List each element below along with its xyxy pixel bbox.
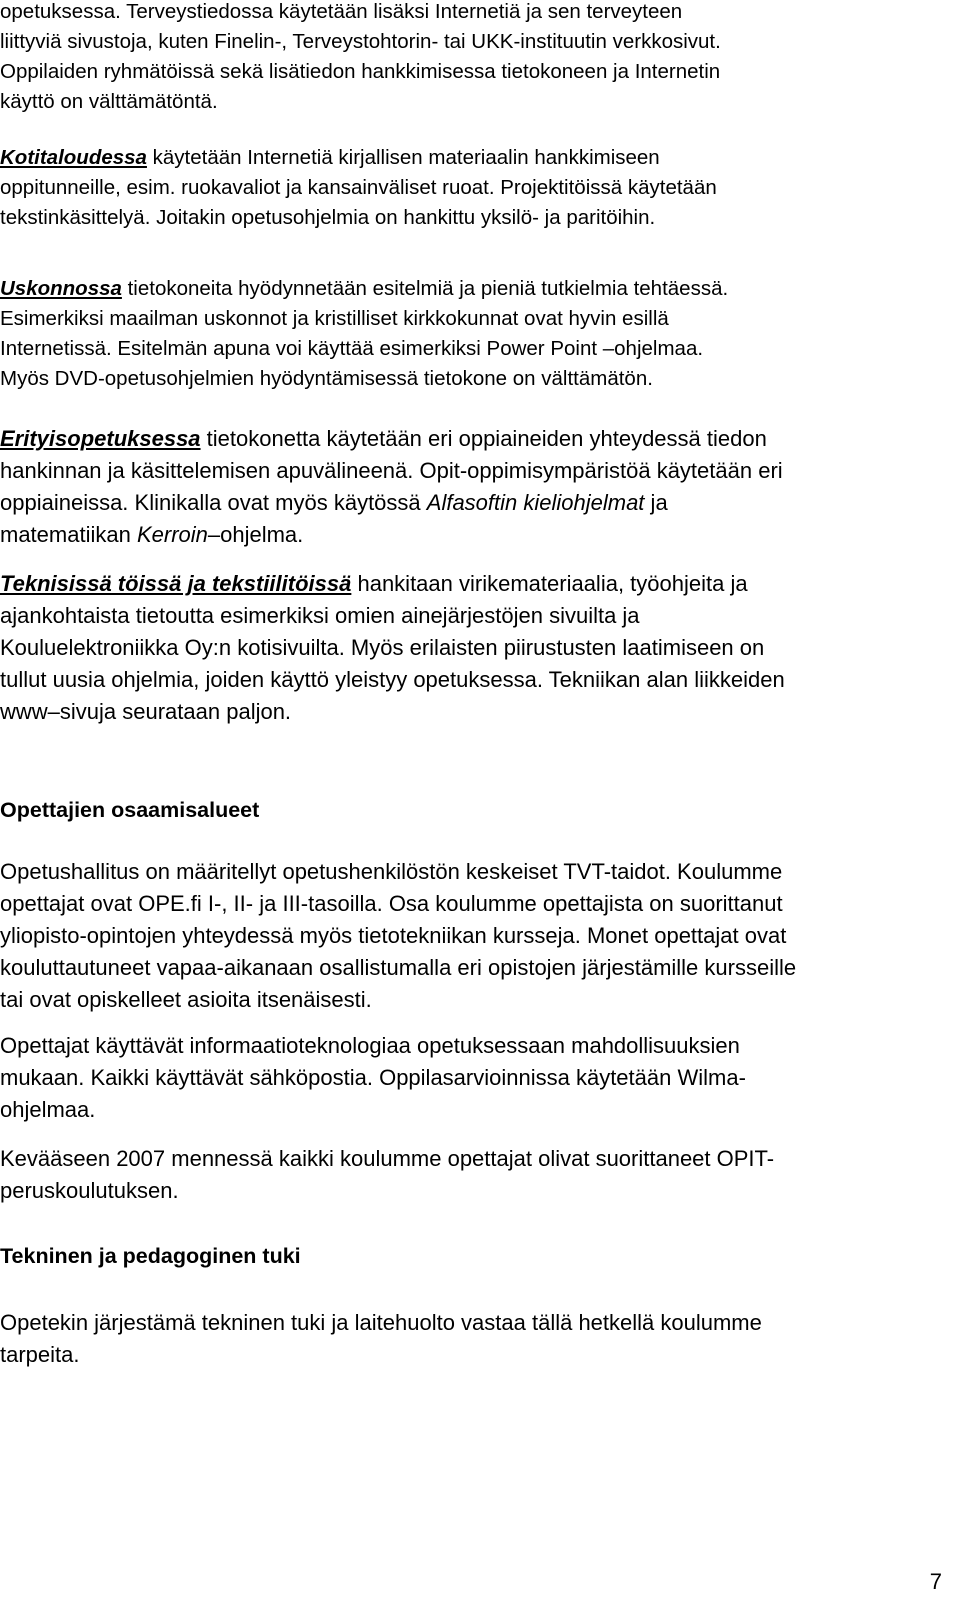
paragraph-special-education	[0, 423, 783, 551]
paragraph-health-education	[0, 0, 721, 117]
text-line	[0, 487, 783, 519]
text-line: tullut uusia ohjelmia, joiden käyttö yleistyy opetuksessa. Tekniikan alan liikkeiden	[0, 667, 785, 692]
text-line	[0, 423, 783, 455]
section-heading-support: Tekninen ja pedagoginen tuki	[0, 1244, 301, 1268]
text-line: Opetekin järjestämä tekninen tuki ja laitehuolto vastaa tällä hetkellä koulumme	[0, 1310, 762, 1335]
text-line: Oppilaiden ryhmätöissä sekä lisätiedon hankkimisessa tietokoneen ja Internetin	[0, 60, 721, 83]
paragraph-home-economics	[0, 143, 717, 233]
subject-label: Erityisopetuksessa	[0, 426, 201, 451]
text-span: käytetään Internetiä kirjallisen materiaalin hankkimiseen	[146, 146, 660, 169]
text-line: Myös DVD-opetusohjelmien hyödyntämisessä tietokone on välttämätön.	[0, 367, 653, 390]
text-line: tekstinkäsittelyä. Joitakin opetusohjelmia on hankittu yksilö- ja paritöihin.	[0, 206, 656, 229]
page-number: 7	[929, 1569, 942, 1594]
text-span: oppiaineissa. Klinikalla ovat myös käytössä	[0, 490, 427, 515]
text-line	[0, 519, 783, 551]
text-line: yliopisto-opintojen yhteydessä myös tietotekniikan kursseja. Monet opettajat ovat	[0, 923, 787, 948]
text-line: mukaan. Kaikki käyttävät sähköpostia. Oppilasarvioinnissa käytetään Wilma-	[0, 1065, 746, 1090]
text-line: opettajat ovat OPE.fi I-, II- ja III-tasoilla. Osa koulumme opettajista on suorittanut	[0, 891, 783, 916]
section-heading-teacher-skills: Opettajien osaamisalueet	[0, 798, 260, 822]
text-line: tai ovat opiskelleet asioita itsenäisesti.	[0, 987, 372, 1012]
subject-label: Kotitaloudessa	[0, 146, 147, 169]
text-line: Kouluelektroniikka Oy:n kotisivuilta. Myös erilaisten piirustusten laatimiseen on	[0, 635, 765, 660]
text-line: käyttö on välttämätöntä.	[0, 90, 218, 113]
text-line: Esimerkiksi maailman uskonnot ja kristilliset kirkkokunnat ovat hyvin esillä	[0, 307, 669, 330]
text-line: Opettajat käyttävät informaatioteknologiaa opetuksessaan mahdollisuuksien	[0, 1033, 740, 1058]
text-line: hankinnan ja käsittelemisen apuvälineenä. Opit-oppimisympäristöä käytetään eri	[0, 458, 783, 483]
text-line: ohjelmaa.	[0, 1097, 96, 1122]
text-span: hankitaan virikemateriaalia, työohjeita ja	[351, 571, 748, 596]
text-line	[0, 274, 728, 304]
paragraph-technical-work	[0, 568, 785, 728]
subject-label: Teknisissä töissä ja tekstiilitöissä	[0, 571, 352, 596]
text-line: liittyviä sivustoja, kuten Finelin-, Terveystohtorin- tai UKK-instituutin verkkosivut.	[0, 30, 721, 53]
text-line: oppitunneille, esim. ruokavaliot ja kansainväliset ruoat. Projektitöissä käytetään	[0, 176, 717, 199]
text-line	[0, 568, 785, 600]
text-line: Opetushallitus on määritellyt opetushenkilöstön keskeiset TVT-taidot. Koulumme	[0, 859, 783, 884]
text-line: ajankohtaista tietoutta esimerkiksi omien ainejärjestöjen sivuilta ja	[0, 603, 640, 628]
text-line: tarpeita.	[0, 1342, 80, 1367]
text-line: opetuksessa. Terveystiedossa käytetään lisäksi Internetiä ja sen terveyteen	[0, 0, 683, 23]
software-name: Alfasoftin kieliohjelmat	[426, 490, 645, 515]
text-line: peruskoulutuksen.	[0, 1178, 179, 1203]
text-line: www–sivuja seurataan paljon.	[0, 699, 292, 724]
software-name: Kerroin	[136, 522, 208, 547]
subject-label: Uskonnossa	[0, 277, 122, 300]
text-span: ja	[644, 490, 668, 515]
text-line: Internetissä. Esitelmän apuna voi käyttää esimerkiksi Power Point –ohjelmaa.	[0, 337, 704, 360]
paragraph-teacher-skills	[0, 856, 796, 1016]
paragraph-it-usage	[0, 1030, 746, 1126]
text-span: tietokoneita hyödynnetään esitelmiä ja pieniä tutkielmia tehtäessä.	[121, 277, 729, 300]
text-line: Kevääseen 2007 mennessä kaikki koulumme opettajat olivat suorittaneet OPIT-	[0, 1146, 775, 1171]
paragraph-religion	[0, 274, 728, 394]
text-line: kouluttautuneet vapaa-aikanaan osallistumalla eri opistojen järjestämille kursseille	[0, 955, 797, 980]
text-line	[0, 143, 717, 173]
text-span: matematiikan	[0, 522, 137, 547]
paragraph-opit-training	[0, 1143, 774, 1207]
paragraph-technical-support	[0, 1307, 762, 1371]
text-span: –ohjelma.	[207, 522, 304, 547]
text-span: tietokonetta käytetään eri oppiaineiden yhteydessä tiedon	[200, 426, 767, 451]
